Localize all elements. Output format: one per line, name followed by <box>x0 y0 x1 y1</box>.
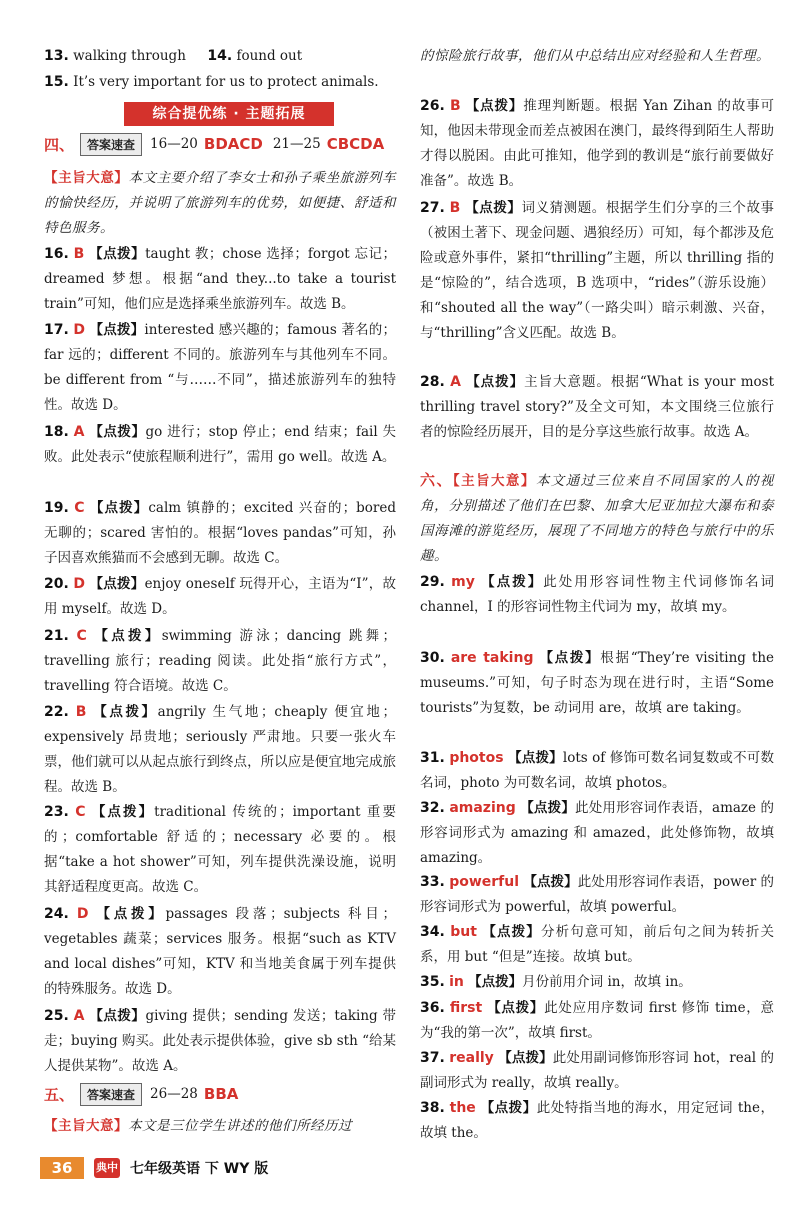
hint-tag: 【点拨】 <box>539 650 601 666</box>
explanation-24 <box>44 902 396 1002</box>
question-number: 33. <box>420 874 445 890</box>
explanation-text: 此处用形容词作表语，amaze 的形容词形式为 amazing 和 amazed，此处修饰物，故填 amazing。 <box>420 800 775 866</box>
question-number: 15. <box>44 74 69 90</box>
answer-letter: A <box>450 374 461 390</box>
hint-tag: 【点拨】 <box>508 750 563 766</box>
question-number: 26. <box>420 98 445 114</box>
answer-range: 16—20 <box>150 136 198 152</box>
answer-letter: D <box>73 322 85 338</box>
hint-tag: 【点拨】 <box>93 704 158 720</box>
question-number: 16. <box>44 246 69 262</box>
explanation-19 <box>44 496 396 571</box>
answer-letter: D <box>73 576 85 592</box>
answer-word: are taking <box>450 650 534 666</box>
answer-letter: B <box>449 200 461 216</box>
brand-logo: 典中 <box>94 1158 120 1178</box>
explanation-text: 月份前用介词 in，故填 in。 <box>522 974 692 990</box>
explanation-17 <box>44 318 396 418</box>
question-number: 31. <box>420 750 445 766</box>
question-number: 23. <box>44 804 69 820</box>
question-number: 25. <box>44 1008 69 1024</box>
answer-key: CBCDA <box>326 135 385 153</box>
explanation-text: 推理判断题。根据 Yan Zihan 的故事可知，他因未带现金而差点被困在澳门，最终得到陌生人帮助才得以脱困。由此可推知，他学到的教训是“旅行前要做好准备”。故选 B。 <box>420 98 774 189</box>
explanation-text: 词义猜测题。根据学生们分享的三个故事（被困土著下、现金问题、遇狼经历）可知，每个都涉及危险或意外事件，紧扣“thrilling”主题，所以 thrilling 指的是“惊险的”，结合选项，B 选项中，“rides”（游乐设施）和“shouted all the way”（一路尖叫）暗示刺激、兴奋，与“thrilling”含义匹配。故选 B。 <box>420 200 775 341</box>
answer-letter: C <box>74 500 85 516</box>
question-number: 13. <box>44 48 69 64</box>
answer-letter: C <box>75 804 86 820</box>
answer-word: my <box>451 574 475 590</box>
explanation-text: interested 感兴趣的；famous 著名的；far 远的；different 不同的。旅游列车与其他列车不同。be different from “与……不同”，描述旅游列车的独特性。故选 D。 <box>44 322 397 413</box>
answer-letter: B <box>449 98 461 114</box>
answer-word: the <box>449 1100 476 1116</box>
explanation-text: calm 镇静的；excited 兴奋的；bored 无聊的；scared 害怕的。根据“loves pandas”可知，孙子因喜欢熊猫而不会感到无聊。故选 C。 <box>44 500 396 566</box>
explanation-35 <box>420 970 774 995</box>
main-idea-text: 本文主要介绍了李女士和孙子乘坐旅游列车的愉快经历，并说明了旅游列车的优势，如便捷、舒适和特色服务。 <box>44 170 396 236</box>
explanation-33 <box>420 870 774 920</box>
answer-key-label: 答案速查 <box>80 133 142 156</box>
question-number: 38. <box>420 1100 445 1116</box>
explanation-text: passages 段落；subjects 科目；vegetables 蔬菜；services 服务。根据“such as KTV and local dishes”可知，KTV 和当地美食属于列车提供的特殊服务。故选 D。 <box>44 906 396 997</box>
question-number: 29. <box>420 574 445 590</box>
explanation-29 <box>420 570 774 620</box>
answer-letter: D <box>76 906 89 922</box>
hint-tag: 【点拨】 <box>89 246 146 262</box>
main-idea-text: 本文是三位学生讲述的他们所经历过 <box>128 1118 352 1134</box>
answer-text: found out <box>236 48 303 64</box>
main-idea-tag: 【主旨大意】 <box>452 473 536 489</box>
question-number: 21. <box>44 628 69 644</box>
explanation-18 <box>44 420 396 470</box>
hint-tag: 【点拨】 <box>465 98 524 114</box>
answer-word: in <box>449 974 464 990</box>
hint-tag: 【点拨】 <box>89 424 146 440</box>
answer-word: but <box>450 924 477 940</box>
hint-tag: 【点拨】 <box>466 374 525 390</box>
main-idea-text: 本文通过三位来自不同国家的人的视角，分别描述了他们在巴黎、加拿大尼亚加拉大瀑布和泰国海滩的游览经历，展现了不同地方的特色与旅行中的乐趣。 <box>420 473 774 564</box>
answer-15 <box>44 70 396 95</box>
explanation-31 <box>420 746 774 796</box>
hint-tag: 【点拨】 <box>468 974 523 990</box>
explanation-text: lots of 修饰可数名词复数或不可数名词，photo 为可数名词，故填 photos。 <box>420 750 774 791</box>
answer-text: walking through <box>73 48 186 64</box>
question-number: 37. <box>420 1050 445 1066</box>
main-idea-tag: 【主旨大意】 <box>44 1118 128 1134</box>
answer-word: powerful <box>449 874 520 890</box>
hint-tag: 【点拨】 <box>94 628 162 644</box>
section-mark: 四、 <box>44 135 75 154</box>
explanation-38 <box>420 1096 774 1146</box>
explanation-16 <box>44 242 396 317</box>
main-idea-5 <box>44 1114 396 1139</box>
answer-key: BDACD <box>203 135 263 153</box>
explanation-26 <box>420 94 774 194</box>
main-idea-5-continued: 的惊险旅行故事，他们从中总结出应对经验和人生哲理。 <box>420 48 770 64</box>
answer-13-14 <box>44 44 396 69</box>
hint-tag: 【点拨】 <box>96 906 166 922</box>
section-mark: 六、 <box>420 471 453 489</box>
explanation-25 <box>44 1004 396 1079</box>
hint-tag: 【点拨】 <box>89 500 149 516</box>
explanation-27 <box>420 196 774 346</box>
question-number: 18. <box>44 424 69 440</box>
explanation-text: angrily 生气地；cheaply 便宜地；expensively 昂贵地；seriously 严肃地。只要一张火车票，他们就可以从起点旅行到终点，所以应是便宜地完成旅程。故选 B。 <box>44 704 396 795</box>
explanation-37 <box>420 1046 774 1096</box>
explanation-21 <box>44 624 396 699</box>
question-number: 28. <box>420 374 445 390</box>
question-number: 17. <box>44 322 69 338</box>
explanation-36 <box>420 996 774 1046</box>
question-number: 35. <box>420 974 445 990</box>
explanation-text: 此处用形容词性物主代词修饰名词 channel，I 的形容词性物主代词为 my，故填 my。 <box>420 574 774 615</box>
question-number: 24. <box>44 906 69 922</box>
hint-tag: 【点拨】 <box>482 924 541 940</box>
explanation-34 <box>420 920 774 970</box>
question-number: 20. <box>44 576 69 592</box>
explanation-text: go 进行；stop 停止；end 结束；fail 失败。此处表示“使旅程顺利进行”，需用 go well。故选 A。 <box>44 424 396 465</box>
question-number: 19. <box>44 500 69 516</box>
explanation-30 <box>420 646 774 721</box>
section-banner: 综合提优练 · 主题拓展 <box>124 102 334 126</box>
section-mark: 五、 <box>44 1085 75 1104</box>
answer-key-label: 答案速查 <box>80 1083 142 1106</box>
explanation-text: giving 提供；sending 发送；taking 带走；buying 购买。此处表示提供体验，give sb sth “给某人提供某物”。故选 A。 <box>44 1008 396 1074</box>
answer-letter: C <box>76 628 87 644</box>
answer-word: first <box>449 1000 483 1016</box>
explanation-28 <box>420 370 774 445</box>
answer-range: 26—28 <box>150 1086 198 1102</box>
question-number: 32. <box>420 800 445 816</box>
hint-tag: 【点拨】 <box>89 322 145 338</box>
answer-key: BBA <box>203 1085 239 1103</box>
hint-tag: 【点拨】 <box>487 1000 545 1016</box>
hint-tag: 【点拨】 <box>91 804 155 820</box>
hint-tag: 【点拨】 <box>498 1050 553 1066</box>
explanation-text: 此处应用序数词 first 修饰 time，意为“我的第一次”，故填 first。 <box>420 1000 775 1041</box>
main-idea-tag: 【主旨大意】 <box>44 170 129 186</box>
explanation-text: 此处用形容词作表语，power 的形容词形式为 powerful，故填 powerful。 <box>420 874 775 915</box>
answer-text: It’s very important for us to protect animals. <box>73 74 379 90</box>
page-number: 36 <box>40 1157 84 1179</box>
answer-letter: A <box>73 424 85 440</box>
explanation-text: 此处用副词修饰形容词 hot，real 的副词形式为 really，故填 really。 <box>420 1050 775 1091</box>
hint-tag: 【点拨】 <box>89 1008 146 1024</box>
question-number: 27. <box>420 200 445 216</box>
question-number: 30. <box>420 650 445 666</box>
main-idea-4 <box>44 166 396 241</box>
explanation-text: 主旨大意题。根据“What is your most thrilling travel story?”及全文可知，本文围绕三位旅行者的惊险经历展开，目的是分享这些旅行故事。故选 A。 <box>420 374 775 440</box>
answer-letter: B <box>73 246 85 262</box>
answer-word: really <box>449 1050 494 1066</box>
question-number: 36. <box>420 1000 445 1016</box>
answer-range: 21—25 <box>272 136 321 152</box>
hint-tag: 【点拨】 <box>520 800 576 816</box>
hint-tag: 【点拨】 <box>481 574 544 590</box>
answer-word: photos <box>449 750 504 766</box>
explanation-text: swimming 游泳；dancing 跳舞；travelling 旅行；reading 阅读。此处指“旅行方式”，travelling 符合语境。故选 C。 <box>44 628 397 694</box>
hint-tag: 【点拨】 <box>465 200 522 216</box>
question-number: 14. <box>207 48 233 64</box>
page-footer <box>40 1156 268 1180</box>
book-title: 七年级英语 下 WY 版 <box>130 1161 269 1177</box>
answer-key-section-5 <box>44 1080 248 1108</box>
question-number: 22. <box>44 704 69 720</box>
explanation-text: 分析句意可知，前后句之间为转折关系，用 but “但是”连接。故填 but。 <box>420 924 775 965</box>
hint-tag: 【点拨】 <box>523 874 578 890</box>
answer-letter: B <box>75 704 87 720</box>
answer-letter: A <box>73 1008 85 1024</box>
answer-key-section-4 <box>44 130 394 158</box>
main-idea-6 <box>420 468 774 569</box>
explanation-text: traditional 传统的；important 重要的；comfortable 舒适的；necessary 必要的。根据“take a hot shower”可知，列车提供洗澡设施，说明其舒适程度更高。故选 C。 <box>44 804 396 895</box>
explanation-22 <box>44 700 396 800</box>
explanation-text: 此处特指当地的海水，用定冠词 the，故填 the。 <box>420 1100 775 1141</box>
explanation-32 <box>420 796 774 871</box>
explanation-20 <box>44 572 396 622</box>
hint-tag: 【点拨】 <box>89 576 145 592</box>
explanation-23 <box>44 800 396 900</box>
hint-tag: 【点拨】 <box>480 1100 537 1116</box>
explanation-text: enjoy oneself 玩得开心，主语为“I”，故用 myself。故选 D。 <box>44 576 396 617</box>
explanation-text: taught 教；chose 选择；forgot 忘记；dreamed 梦想。根据“and they...to take a tourist train”可知，他们应是选择乘坐旅游列车。故选 B。 <box>44 246 396 312</box>
answer-word: amazing <box>449 800 516 816</box>
question-number: 34. <box>420 924 445 940</box>
explanation-text: 根据“They’re visiting the museums.”可知，句子时态为现在进行时，主语“Some tourists”为复数，be 动词用 are，故填 are taking。 <box>420 650 775 716</box>
